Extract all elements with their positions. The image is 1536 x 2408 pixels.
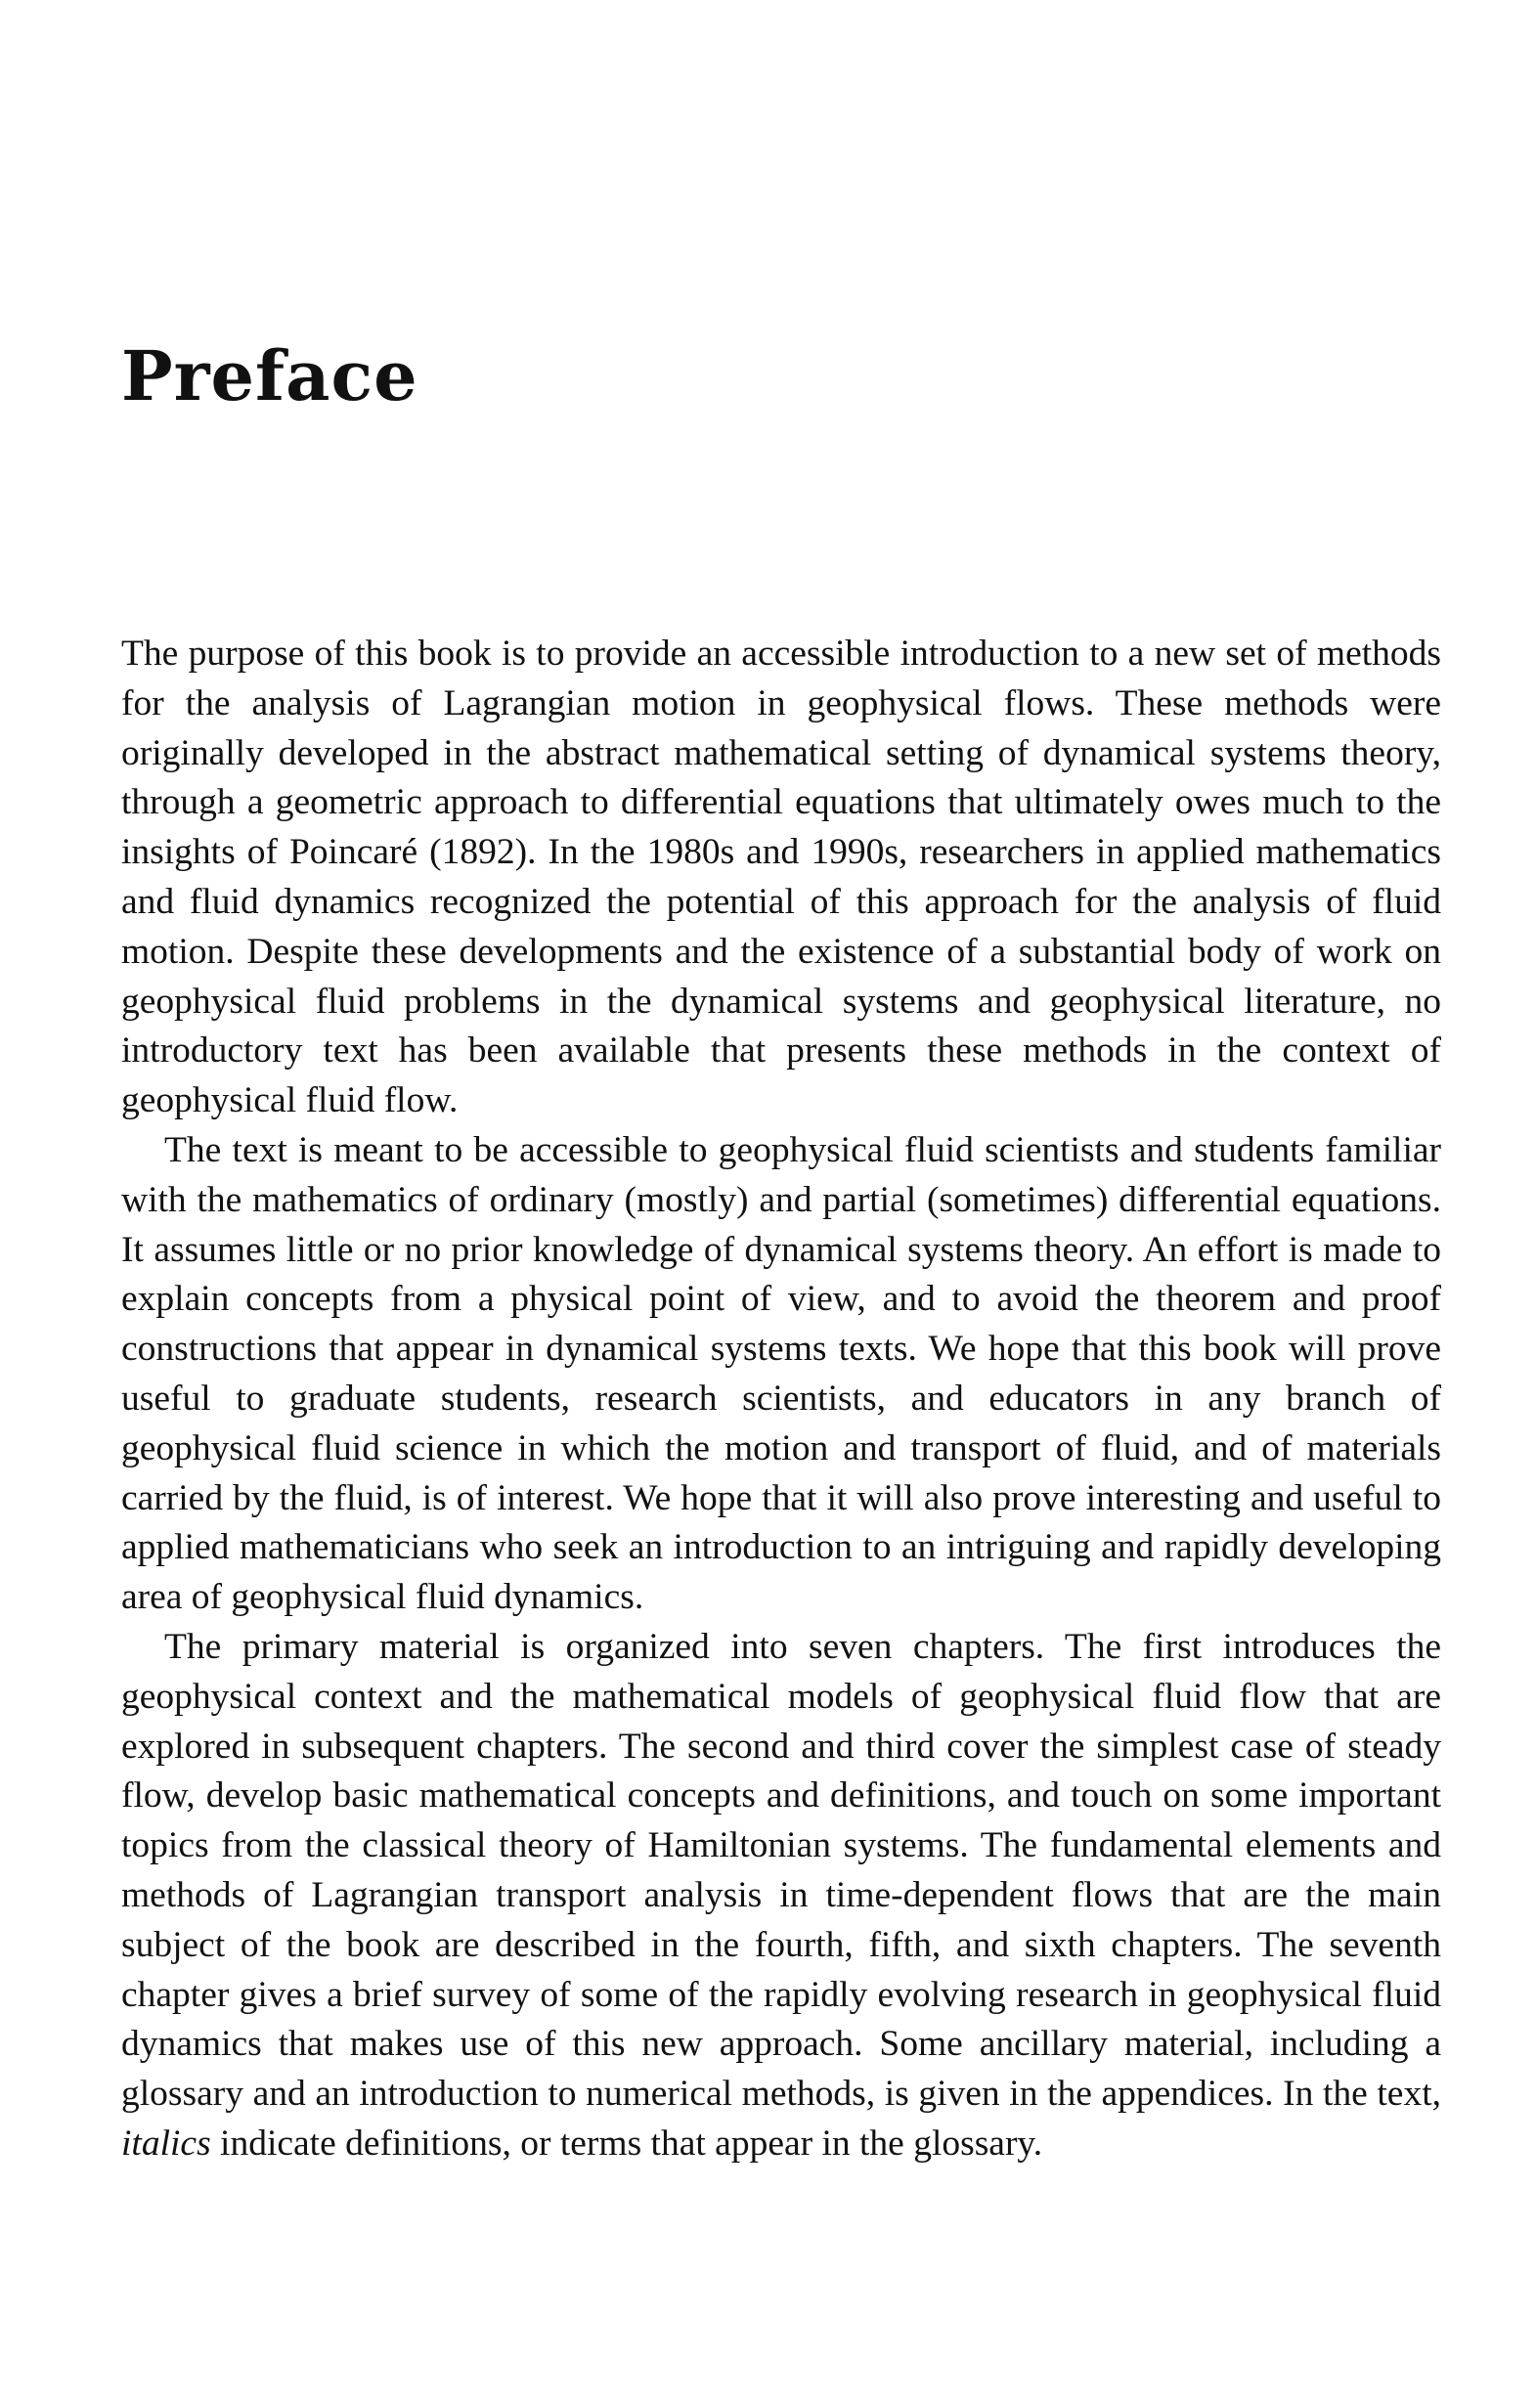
preface-body [121,630,1441,2169]
paragraph-3-text-start: The primary material is organized into seven chapters. The first introduces the geophysical context and the mathematical models of geophysical fluid flow that are explored in subsequent chapters. The second and third cover the simplest case of steady flow, develop basic mathematical concepts and definitions, and touch on some important topics from the classical theory of Hamiltonian systems. The fundamental elements and methods of Lagrangian transport analysis in time-dependent flows that are the main subject of the book are described in the fourth, fifth, and sixth chapters. The seventh chapter gives a brief survey of some of the rapidly evolving research in geophysical fluid dynamics that makes use of this new approach. Some ancillary material, including a glossary and an introduction to numerical methods, is given in the appendices. In the text, [121,1626,1441,2115]
paragraph-3-text-end: indicate definitions, or terms that appear in the glossary. [210,2123,1043,2164]
page-title: Preface [121,335,418,416]
paragraph-1: The purpose of this book is to provide an accessible introduction to a new set of methods for the analysis of Lagrangian motion in geophysical flows. These methods were originally developed in the abstract mathematical setting of dynamical systems theory, through a geometric approach to differential equations that ultimately owes much to the insights of Poincaré (1892). In the 1980s and 1990s, researchers in applied mathematics and fluid dynamics recognized the potential of this approach for the analysis of fluid motion. Despite these developments and the existence of a substantial body of work on geophysical fluid problems in the dynamical systems and geophysical literature, no introductory text has been available that presents these methods in the context of geophysical fluid flow. [121,634,1441,1121]
document-page [121,0,1441,2408]
paragraph-2: The text is meant to be accessible to geophysical fluid scientists and students familiar with the mathematics of ordinary (mostly) and partial (sometimes) differential equations. It assumes little or no prior knowledge of dynamical systems theory. An effort is made to explain concepts from a physical point of view, and to avoid the theorem and proof constructions that appear in dynamical systems texts. We hope that this book will prove useful to graduate students, research scientists, and educators in any branch of geophysical fluid science in which the motion and transport of fluid, and of materials carried by the fluid, is of interest. We hope that it will also prove interesting and useful to applied mathematicians who seek an introduction to an intriguing and rapidly developing area of geophysical fluid dynamics. [121,1129,1441,1618]
paragraph-3 [121,1623,1441,2169]
italics-term: italics [121,2123,211,2164]
